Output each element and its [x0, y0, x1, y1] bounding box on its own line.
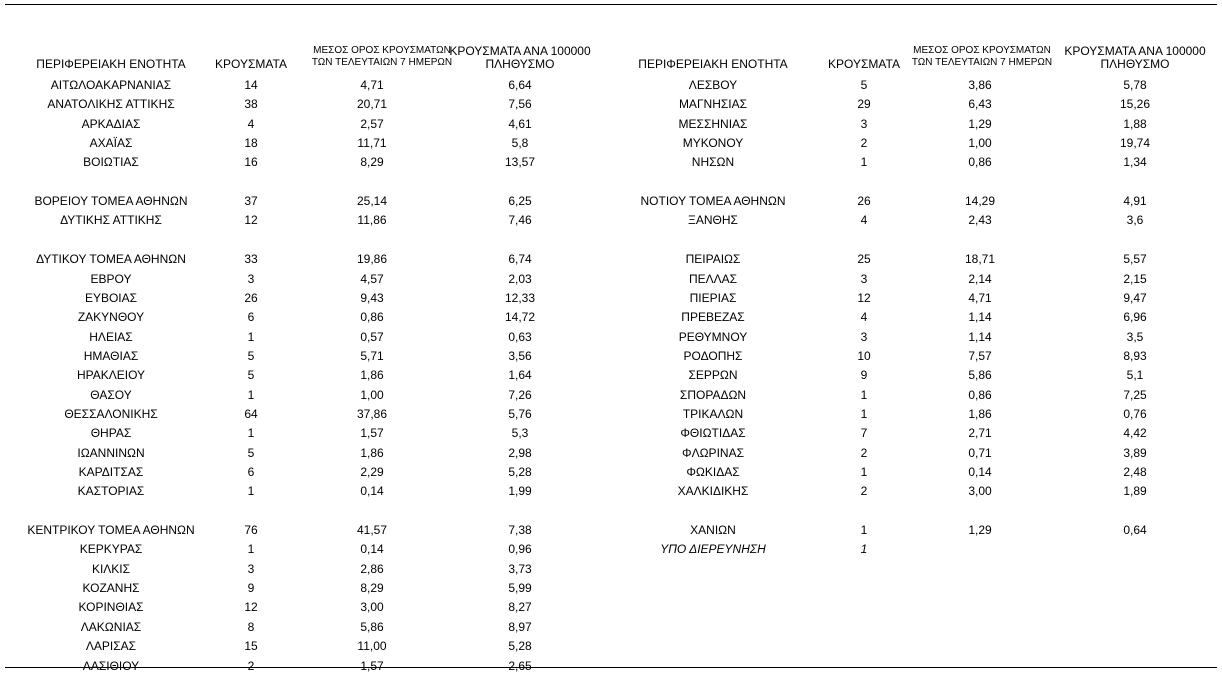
region-cell: ΒΟΡΕΙΟΥ ΤΟΜΕΑ ΑΘΗΝΩΝ [34, 194, 188, 209]
per100k-cell: 0,76 [1123, 406, 1147, 421]
region-cell: ΦΘΙΩΤΙΔΑΣ [680, 426, 746, 441]
region-cell: ΧΑΛΚΙΔΙΚΗΣ [677, 484, 749, 499]
region-cell: ΚΟΡΙΝΘΙΑΣ [78, 600, 144, 615]
avg-cell: 3,00 [360, 600, 384, 615]
avg-cell: 1,86 [968, 406, 992, 421]
region-cell: ΝΗΣΩΝ [691, 155, 735, 170]
avg-cell: 25,14 [356, 194, 388, 209]
region-cell: ΘΑΣΟΥ [90, 387, 132, 402]
per100k-cell: 0,96 [508, 542, 532, 557]
avg-cell: 11,00 [357, 639, 387, 654]
per100k-cell: 7,25 [1123, 387, 1147, 402]
avg-cell: 2,14 [968, 271, 992, 286]
cases-cell: 5 [860, 78, 868, 92]
avg-cell: 0,86 [968, 155, 992, 170]
region-cell: ΑΡΚΑΔΙΑΣ [81, 116, 141, 131]
region-cell: ΝΟΤΙΟΥ ΤΟΜΕΑ ΑΘΗΝΩΝ [640, 194, 786, 209]
avg-cell: 18,71 [964, 252, 996, 267]
per100k-cell: 7,46 [508, 213, 532, 228]
avg-cell: 1,57 [360, 658, 384, 673]
avg-cell: 11,71 [357, 136, 387, 151]
avg-cell: 0,71 [968, 445, 992, 460]
per100k-cell: 3,73 [508, 561, 532, 576]
per100k-cell: 5,8 [511, 136, 529, 151]
per100k-cell: 2,15 [1123, 271, 1147, 286]
avg-cell: 1,00 [968, 136, 992, 151]
avg-cell: 4,71 [968, 290, 992, 305]
per100k-cell: 5,28 [508, 465, 532, 479]
per100k-cell: 13,57 [504, 155, 536, 170]
region-cell: ΜΑΓΝΗΣΙΑΣ [678, 97, 748, 112]
avg-cell: 37,86 [356, 406, 388, 421]
region-cell: ΙΩΑΝΝΙΝΩΝ [77, 445, 145, 460]
avg-cell: 4,71 [360, 78, 384, 92]
region-cell: ΞΑΝΘΗΣ [688, 213, 738, 228]
per100k-cell: 2,03 [508, 271, 532, 286]
per100k-cell: 6,64 [508, 78, 532, 92]
per100k-cell: 7,56 [508, 97, 532, 112]
cases-cell: 1 [860, 387, 868, 402]
avg-cell: 4,57 [360, 271, 384, 286]
cases-cell: 12 [244, 213, 258, 228]
avg-cell: 1,29 [968, 523, 992, 538]
cases-cell: 25 [857, 252, 871, 267]
per100k-cell: 12,33 [504, 290, 536, 305]
per100k-header: ΚΡΟΥΣΜΑΤΑ ΑΝΑ 100000 ΠΛΗΘΥΣΜΟ [449, 44, 591, 71]
per100k-cell: 5,3 [511, 426, 529, 441]
cases-cell: 14 [244, 78, 258, 92]
cases-cell: 18 [244, 136, 258, 151]
per100k-cell: 1,88 [1123, 116, 1147, 131]
avg-cell: 0,14 [360, 542, 384, 557]
region-cell: ΜΥΚΟΝΟΥ [682, 136, 744, 151]
region-cell: ΠΙΕΡΙΑΣ [689, 290, 737, 305]
per100k-cell: 8,93 [1123, 348, 1147, 363]
cases-cell: 76 [244, 523, 258, 538]
region-cell: ΠΡΕΒΕΖΑΣ [681, 310, 745, 325]
region-cell: ΠΕΛΛΑΣ [688, 271, 738, 286]
region-cell: ΚΕΡΚΥΡΑΣ [79, 542, 143, 557]
cases-cell: 2 [860, 136, 868, 151]
region-cell: ΔΥΤΙΚΗΣ ΑΤΤΙΚΗΣ [60, 213, 162, 228]
avg-cell: 20,71 [356, 97, 388, 112]
region-cell: ΚΑΡΔΙΤΣΑΣ [78, 465, 144, 479]
cases-cell: 15 [244, 639, 258, 654]
per100k-cell: 8,97 [508, 619, 532, 634]
avg-cell: 0,86 [360, 310, 384, 325]
cases-cell: 1 [860, 406, 868, 421]
cases-cell: 4 [860, 310, 868, 325]
cases-cell: 1 [247, 426, 255, 441]
cases-header: ΚΡΟΥΣΜΑΤΑ [828, 57, 900, 71]
region-cell: ΚΟΖΑΝΗΣ [82, 581, 140, 596]
region-cell: ΠΕΙΡΑΙΩΣ [685, 252, 741, 267]
per100k-cell: 6,96 [1123, 310, 1147, 325]
region-cell: ΖΑΚΥΝΘΟΥ [77, 310, 145, 325]
region-cell: ΡΕΘΥΜΝΟΥ [678, 329, 748, 344]
avg-cell: 5,86 [360, 619, 384, 634]
per100k-cell: 4,91 [1123, 194, 1147, 209]
avg-cell: 3,00 [968, 484, 992, 499]
region-cell: ΦΩΚΙΔΑΣ [686, 465, 740, 479]
cases-cell: 4 [860, 213, 868, 228]
region-cell: ΗΡΑΚΛΕΙΟΥ [76, 368, 146, 383]
cases-cell: 5 [247, 445, 255, 460]
per100k-cell: 14,72 [504, 310, 536, 325]
region-cell: ΑΙΤΩΛΟΑΚΑΡΝΑΝΙΑΣ [50, 78, 172, 92]
avg-cell: 0,86 [968, 387, 992, 402]
region-cell: ΜΕΣΣΗΝΙΑΣ [678, 116, 748, 131]
avg-header: ΜΕΣΟΣ ΟΡΟΣ ΚΡΟΥΣΜΑΤΩΝ ΤΩΝ ΤΕΛΕΥΤΑΙΩΝ 7 ΗΜΕΡΩΝ [311, 45, 453, 68]
cases-cell: 5 [247, 368, 255, 383]
cases-cell: 2 [860, 445, 868, 460]
cases-cell: 3 [247, 271, 255, 286]
avg-cell: 6,43 [968, 97, 992, 112]
cases-cell: 10 [857, 348, 871, 363]
per100k-cell: 5,78 [1123, 78, 1147, 92]
cases-cell: 1 [247, 329, 255, 344]
avg-cell: 14,29 [964, 194, 996, 209]
cases-cell: 1 [247, 387, 255, 402]
cases-cell: 26 [244, 290, 258, 305]
avg-cell: 9,43 [360, 290, 384, 305]
region-cell: ΛΑΣΙΘΙΟΥ [82, 658, 140, 673]
region-cell: ΑΧΑΪΑΣ [89, 136, 133, 151]
avg-cell: 1,57 [360, 426, 384, 441]
per100k-cell: 4,61 [508, 116, 532, 131]
cases-cell: 1 [860, 523, 868, 538]
region-cell: ΚΙΛΚΙΣ [91, 561, 131, 576]
region-cell: ΧΑΝΙΩΝ [690, 523, 736, 538]
avg-cell: 0,14 [360, 484, 384, 499]
cases-cell: 3 [860, 116, 868, 131]
cases-cell: 3 [860, 329, 868, 344]
per100k-cell: 5,76 [508, 406, 532, 421]
per100k-cell: 5,57 [1123, 252, 1147, 267]
cases-cell: 2 [247, 658, 255, 673]
cases-cell: 1 [860, 465, 868, 479]
avg-header: ΜΕΣΟΣ ΟΡΟΣ ΚΡΟΥΣΜΑΤΩΝ ΤΩΝ ΤΕΛΕΥΤΑΙΩΝ 7 ΗΜΕΡΩΝ [911, 45, 1053, 68]
cases-cell: 4 [247, 116, 255, 131]
avg-cell: 1,00 [360, 387, 384, 402]
region-cell: ΗΛΕΙΑΣ [89, 329, 133, 344]
region-cell: ΣΕΡΡΩΝ [688, 368, 738, 383]
region-cell: ΛΑΡΙΣΑΣ [85, 639, 137, 654]
cases-cell: 16 [244, 155, 258, 170]
region-cell: ΑΝΑΤΟΛΙΚΗΣ ΑΤΤΙΚΗΣ [47, 97, 175, 112]
per100k-header: ΚΡΟΥΣΜΑΤΑ ΑΝΑ 100000 ΠΛΗΘΥΣΜΟ [1064, 44, 1206, 71]
region-cell: ΗΜΑΘΙΑΣ [83, 348, 139, 363]
per100k-cell: 0,63 [508, 329, 532, 344]
avg-cell: 2,57 [360, 116, 384, 131]
per100k-cell: 2,48 [1123, 465, 1147, 479]
avg-cell: 5,71 [360, 348, 384, 363]
per100k-cell: 0,64 [1123, 523, 1147, 538]
avg-cell: 8,29 [360, 155, 384, 170]
cases-cell: 26 [857, 194, 871, 209]
cases-cell: 9 [860, 368, 868, 383]
avg-cell [890, 541, 1070, 557]
region-cell: ΛΕΣΒΟΥ [688, 78, 738, 92]
region-cell: ΤΡΙΚΑΛΩΝ [682, 406, 744, 421]
region-cell: ΦΛΩΡΙΝΑΣ [682, 445, 744, 460]
per100k-cell: 3,56 [508, 348, 532, 363]
per100k-cell: 15,26 [1119, 97, 1151, 112]
avg-cell: 2,71 [968, 426, 992, 441]
avg-cell: 2,29 [360, 465, 384, 479]
per100k-cell: 3,6 [1126, 213, 1144, 228]
per100k-cell: 7,38 [508, 523, 532, 538]
avg-cell: 0,57 [360, 329, 384, 344]
region-cell: ΥΠΟ ΔΙΕΡΕΥΝΗΣΗ [660, 542, 766, 557]
avg-cell: 1,29 [968, 116, 992, 131]
avg-cell: 1,14 [968, 310, 992, 325]
per100k-cell: 9,47 [1123, 290, 1147, 305]
region-cell: ΔΥΤΙΚΟΥ ΤΟΜΕΑ ΑΘΗΝΩΝ [36, 252, 186, 267]
cases-cell: 12 [244, 600, 258, 615]
cases-cell: 1 [247, 484, 255, 499]
avg-cell: 8,29 [360, 581, 384, 596]
per100k-cell: 1,64 [508, 368, 532, 383]
region-header: ΠΕΡΙΦΕΡΕΙΑΚΗ ΕΝΟΤΗΤΑ [36, 57, 186, 71]
per100k-cell: 5,99 [508, 581, 532, 596]
region-cell: ΒΟΙΩΤΙΑΣ [83, 155, 139, 170]
region-cell: ΘΗΡΑΣ [90, 426, 132, 441]
region-cell: ΡΟΔΟΠΗΣ [683, 348, 743, 363]
per100k-cell: 1,34 [1123, 155, 1147, 170]
avg-cell: 41,57 [356, 523, 388, 538]
cases-cell: 64 [244, 406, 258, 421]
avg-cell: 0,14 [968, 465, 992, 479]
cases-cell: 1 [860, 542, 868, 557]
per100k-cell: 1,99 [508, 484, 532, 499]
cases-cell: 1 [247, 542, 255, 557]
region-cell: ΕΒΡΟΥ [90, 271, 132, 286]
region-cell: ΚΑΣΤΟΡΙΑΣ [77, 484, 145, 499]
region-cell: ΚΕΝΤΡΙΚΟΥ ΤΟΜΕΑ ΑΘΗΝΩΝ [27, 523, 195, 538]
per100k-cell: 2,98 [508, 445, 532, 460]
per100k-cell: 19,74 [1119, 136, 1151, 151]
avg-cell: 2,43 [968, 213, 992, 228]
region-cell: ΘΕΣΣΑΛΟΝΙΚΗΣ [64, 406, 158, 421]
region-cell: ΕΥΒΟΙΑΣ [84, 290, 138, 305]
region-header: ΠΕΡΙΦΕΡΕΙΑΚΗ ΕΝΟΤΗΤΑ [638, 57, 788, 71]
avg-cell: 1,86 [360, 445, 384, 460]
avg-cell: 1,86 [360, 368, 384, 383]
cases-cell: 33 [244, 252, 258, 267]
per100k-cell: 8,27 [508, 600, 532, 615]
cases-cell: 3 [247, 561, 255, 576]
avg-cell: 19,86 [356, 252, 388, 267]
per100k-cell: 6,74 [508, 252, 532, 267]
cases-cell: 7 [860, 426, 868, 441]
per100k-cell: 5,1 [1126, 368, 1144, 383]
cases-cell: 9 [247, 581, 255, 596]
cases-cell: 2 [860, 484, 868, 499]
avg-cell: 1,14 [968, 329, 992, 344]
cases-header: ΚΡΟΥΣΜΑΤΑ [215, 57, 287, 71]
cases-cell: 6 [247, 310, 255, 325]
region-cell: ΛΑΚΩΝΙΑΣ [80, 619, 142, 634]
per100k-cell: 3,89 [1123, 445, 1147, 460]
cases-cell: 1 [860, 155, 868, 170]
per100k-cell: 3,5 [1126, 329, 1144, 344]
cases-cell: 29 [857, 97, 871, 112]
region-cell: ΣΠΟΡΑΔΩΝ [679, 387, 747, 402]
per100k-cell: 1,89 [1123, 484, 1147, 499]
avg-cell: 5,86 [968, 368, 992, 383]
per100k-cell [1055, 541, 1215, 557]
per100k-cell: 6,25 [508, 194, 532, 209]
cases-cell: 8 [247, 619, 255, 634]
avg-cell: 3,86 [968, 78, 992, 92]
avg-cell: 7,57 [968, 348, 992, 363]
cases-cell: 38 [244, 97, 258, 112]
cases-cell: 5 [247, 348, 255, 363]
avg-cell: 11,86 [357, 213, 387, 228]
per100k-cell: 7,26 [508, 387, 532, 402]
cases-cell: 12 [857, 290, 871, 305]
cases-cell: 3 [860, 271, 868, 286]
cases-cell: 6 [247, 465, 255, 479]
per100k-cell: 2,65 [508, 658, 532, 673]
per100k-cell: 4,42 [1123, 426, 1147, 441]
avg-cell: 2,86 [360, 561, 384, 576]
cases-cell: 37 [244, 194, 258, 209]
per100k-cell: 5,28 [508, 639, 532, 654]
